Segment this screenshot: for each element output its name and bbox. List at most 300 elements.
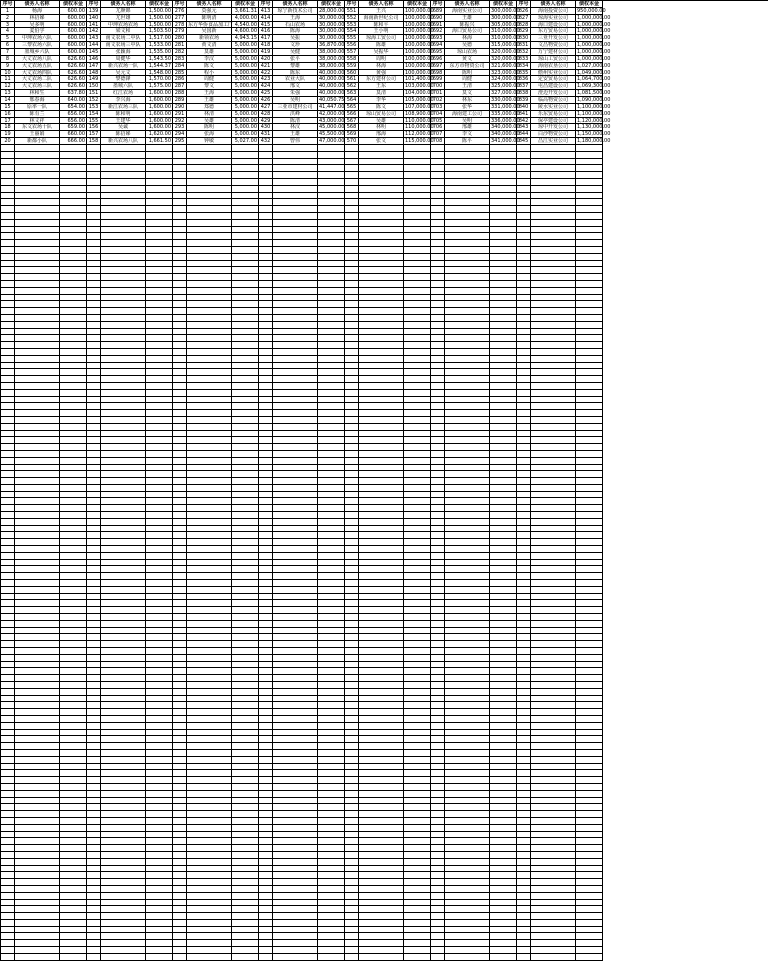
- table-row: [173, 172, 259, 179]
- table-row: [173, 614, 259, 621]
- cell-name: [445, 832, 490, 838]
- cell-name: [15, 342, 60, 348]
- cell-no: [259, 186, 273, 192]
- cell-no: [87, 940, 101, 946]
- cell-amount: 321,600.00: [491, 62, 520, 69]
- cell-amount: 4,000.00: [232, 15, 259, 21]
- cell-no: [345, 628, 359, 634]
- table-row: [345, 376, 431, 383]
- cell-no: [517, 743, 531, 749]
- cell-amount: [490, 247, 517, 253]
- table-row: [87, 784, 173, 791]
- cell-no: [517, 709, 531, 715]
- cell-name: [101, 281, 146, 287]
- table-row: [345, 682, 431, 689]
- cell-amount: [318, 308, 345, 314]
- cell-amount: 1,548.00: [146, 70, 173, 76]
- cell-no: [517, 342, 531, 348]
- table-row: [1, 424, 87, 431]
- cell-amount: [576, 709, 603, 715]
- cell-amount: [60, 546, 87, 552]
- cell-amount: [232, 478, 259, 484]
- cell-no: [345, 947, 359, 953]
- cell-amount: [146, 940, 173, 946]
- cell-no: [259, 906, 273, 912]
- cell-no: [259, 492, 273, 498]
- header-no: 序号: [259, 1, 273, 7]
- cell-name: [273, 560, 318, 566]
- table-row: [87, 485, 173, 492]
- cell-name: 莫文: [445, 90, 490, 96]
- cell-no: [345, 893, 359, 899]
- cell-name: [273, 940, 318, 946]
- cell-amount: [576, 376, 603, 382]
- cell-amount: [60, 893, 87, 899]
- cell-no: [431, 621, 445, 627]
- cell-no: [517, 913, 531, 919]
- cell-no: [173, 628, 187, 634]
- table-row: [517, 329, 603, 336]
- cell-no: [517, 335, 531, 341]
- cell-no: [345, 696, 359, 702]
- cell-amount: [318, 730, 345, 736]
- table-row: [345, 315, 431, 322]
- cell-no: [345, 179, 359, 185]
- cell-amount: [318, 172, 345, 178]
- cell-no: 146: [87, 56, 101, 62]
- table-row: [1, 363, 87, 370]
- cell-no: [87, 152, 101, 158]
- cell-amount: [576, 505, 603, 511]
- table-row: [87, 879, 173, 886]
- cell-amount: [576, 410, 603, 416]
- cell-name: 新兴农场八队: [101, 138, 146, 144]
- table-row: [1, 15, 87, 22]
- cell-amount: 626.60: [60, 76, 87, 82]
- cell-no: [345, 716, 359, 722]
- table-row: [1, 757, 87, 764]
- cell-no: 153: [87, 104, 101, 110]
- cell-no: [517, 628, 531, 634]
- cell-amount: [490, 152, 517, 158]
- cell-amount: [318, 798, 345, 804]
- cell-amount: 1,600.00: [146, 104, 173, 110]
- cell-no: [517, 315, 531, 321]
- cell-no: [173, 900, 187, 906]
- table-row: [345, 49, 434, 56]
- cell-amount: 4,600.00: [232, 28, 259, 34]
- cell-name: [101, 648, 146, 654]
- cell-name: [359, 539, 404, 545]
- table-row: [259, 648, 345, 655]
- cell-no: [173, 329, 187, 335]
- table-row: [517, 199, 603, 206]
- cell-amount: [404, 342, 431, 348]
- cell-name: [445, 791, 490, 797]
- cell-amount: [146, 193, 173, 199]
- cell-amount: [232, 247, 259, 253]
- table-row: [173, 818, 259, 825]
- cell-amount: 30,000.00: [319, 21, 345, 28]
- cell-amount: [318, 600, 345, 606]
- cell-name: [101, 512, 146, 518]
- cell-name: [273, 770, 318, 776]
- cell-no: [345, 879, 359, 885]
- cell-amount: [232, 580, 259, 586]
- cell-amount: [60, 519, 87, 525]
- cell-name: [15, 247, 60, 253]
- table-row: [345, 526, 431, 533]
- cell-name: [187, 702, 232, 708]
- cell-amount: [490, 600, 517, 606]
- cell-no: [517, 152, 531, 158]
- cell-no: [517, 662, 531, 668]
- table-row: [259, 131, 345, 138]
- cell-name: [101, 376, 146, 382]
- cell-no: [259, 546, 273, 552]
- cell-no: [517, 254, 531, 260]
- table-row: [517, 668, 603, 675]
- cell-no: [431, 165, 445, 171]
- cell-amount: [576, 451, 603, 457]
- cell-amount: [576, 227, 603, 233]
- cell-no: [1, 424, 15, 430]
- cell-no: [517, 451, 531, 457]
- cell-no: 568: [345, 124, 359, 130]
- cell-no: [173, 478, 187, 484]
- cell-no: 553: [345, 22, 359, 28]
- cell-amount: [60, 560, 87, 566]
- table-row: [1, 505, 87, 512]
- table-row: [259, 403, 345, 410]
- cell-amount: [318, 668, 345, 674]
- table-row: [259, 825, 345, 832]
- cell-name: [273, 206, 318, 212]
- table-row: [1, 254, 87, 261]
- cell-no: [345, 363, 359, 369]
- cell-no: [431, 431, 445, 437]
- table-row: [431, 424, 517, 431]
- table-row: [1, 954, 87, 961]
- cell-no: [173, 587, 187, 593]
- cell-no: [259, 560, 273, 566]
- table-row: [87, 213, 173, 220]
- cell-amount: [318, 376, 345, 382]
- cell-no: 158: [87, 138, 101, 144]
- cell-name: 曾伟: [273, 138, 318, 144]
- cell-amount: [318, 621, 345, 627]
- cell-no: [517, 655, 531, 661]
- table-row: [345, 397, 431, 404]
- cell-no: [517, 247, 531, 253]
- cell-no: [259, 594, 273, 600]
- cell-no: [87, 465, 101, 471]
- cell-no: 148: [87, 70, 101, 76]
- cell-name: [187, 261, 232, 267]
- table-row: [431, 818, 517, 825]
- cell-name: [273, 288, 318, 294]
- cell-amount: [60, 573, 87, 579]
- cell-no: [173, 614, 187, 620]
- table-row: [345, 920, 431, 927]
- cell-amount: [404, 811, 431, 817]
- cell-no: [87, 227, 101, 233]
- cell-amount: 104,000.00: [405, 90, 434, 97]
- cell-amount: [60, 662, 87, 668]
- cell-no: [259, 512, 273, 518]
- cell-name: [359, 492, 404, 498]
- cell-name: [531, 329, 576, 335]
- cell-no: [259, 607, 273, 613]
- cell-no: [1, 451, 15, 457]
- cell-amount: [404, 356, 431, 362]
- cell-name: [101, 852, 146, 858]
- cell-no: [345, 825, 359, 831]
- cell-amount: [232, 682, 259, 688]
- cell-name: [273, 838, 318, 844]
- cell-no: [87, 845, 101, 851]
- cell-no: [1, 723, 15, 729]
- cell-name: [531, 838, 576, 844]
- cell-name: [187, 784, 232, 790]
- cell-name: [273, 723, 318, 729]
- cell-no: 16: [1, 111, 15, 117]
- table-row: [173, 199, 259, 206]
- cell-amount: [60, 145, 87, 151]
- cell-no: 552: [345, 15, 359, 21]
- cell-no: 424: [259, 83, 273, 89]
- cell-amount: [146, 213, 173, 219]
- cell-amount: [404, 288, 431, 294]
- cell-name: [101, 526, 146, 532]
- cell-no: [87, 349, 101, 355]
- cell-amount: 1,600.00: [146, 90, 173, 96]
- cell-no: [87, 403, 101, 409]
- cell-amount: [318, 356, 345, 362]
- cell-amount: [232, 594, 259, 600]
- cell-name: [273, 492, 318, 498]
- cell-amount: [318, 532, 345, 538]
- table-row: [259, 397, 345, 404]
- cell-name: [445, 866, 490, 872]
- table-row: [1, 213, 87, 220]
- cell-no: [431, 240, 445, 246]
- cell-amount: 600.00: [60, 49, 87, 55]
- cell-no: [259, 199, 273, 205]
- cell-amount: 1,000,000.00: [577, 42, 611, 49]
- table-row: [431, 689, 517, 696]
- table-row: [431, 906, 517, 913]
- cell-name: 王建华: [101, 118, 146, 124]
- cell-name: [273, 199, 318, 205]
- cell-name: [359, 403, 404, 409]
- cell-no: [431, 519, 445, 525]
- cell-name: 张颖海: [101, 49, 146, 55]
- cell-name: [273, 410, 318, 416]
- table-row: [1, 356, 87, 363]
- cell-amount: 100,000.00: [405, 62, 434, 69]
- cell-no: [431, 594, 445, 600]
- cell-name: [359, 804, 404, 810]
- cell-amount: [60, 261, 87, 267]
- cell-no: [173, 784, 187, 790]
- table-row: [431, 750, 517, 757]
- table-row: [517, 600, 603, 607]
- table-row: [431, 798, 517, 805]
- table-row: [259, 254, 345, 261]
- cell-no: [517, 431, 531, 437]
- cell-no: [431, 566, 445, 572]
- cell-amount: [232, 641, 259, 647]
- cell-no: 284: [173, 63, 187, 69]
- table-row: [259, 512, 345, 519]
- table-row: [259, 424, 345, 431]
- cell-amount: [318, 254, 345, 260]
- table-row: [517, 655, 603, 662]
- cell-no: [345, 641, 359, 647]
- cell-name: [273, 471, 318, 477]
- cell-no: [517, 879, 531, 885]
- cell-amount: [404, 390, 431, 396]
- cell-name: [531, 288, 576, 294]
- cell-amount: [232, 193, 259, 199]
- cell-no: [1, 641, 15, 647]
- cell-no: [87, 757, 101, 763]
- cell-no: [87, 417, 101, 423]
- cell-amount: [576, 220, 603, 226]
- table-block: [87, 1, 173, 961]
- cell-amount: [490, 906, 517, 912]
- cell-name: [273, 220, 318, 226]
- table-row: [87, 838, 173, 845]
- cell-name: [15, 648, 60, 654]
- cell-amount: 340,000.00: [491, 131, 520, 138]
- cell-no: [1, 900, 15, 906]
- cell-no: [87, 329, 101, 335]
- cell-name: [187, 308, 232, 314]
- cell-no: [259, 301, 273, 307]
- cell-name: [187, 431, 232, 437]
- table-row: [173, 437, 259, 444]
- table-row: [517, 512, 603, 519]
- table-row: [1, 383, 87, 390]
- table-row: [259, 193, 345, 200]
- cell-name: [359, 777, 404, 783]
- cell-amount: [576, 553, 603, 559]
- cell-amount: [232, 519, 259, 525]
- cell-name: [101, 437, 146, 443]
- table-row: [431, 702, 517, 709]
- table-row: [259, 702, 345, 709]
- cell-name: [15, 526, 60, 532]
- cell-name: [15, 594, 60, 600]
- cell-amount: [60, 315, 87, 321]
- cell-name: [445, 716, 490, 722]
- cell-name: [101, 872, 146, 878]
- cell-name: [187, 403, 232, 409]
- table-row: [1, 322, 87, 329]
- header-name: 债务人名称: [15, 1, 60, 7]
- cell-no: [259, 363, 273, 369]
- cell-amount: [318, 818, 345, 824]
- table-row: [517, 437, 603, 444]
- cell-no: [259, 709, 273, 715]
- table-row: [87, 723, 173, 730]
- cell-amount: [490, 832, 517, 838]
- table-row: [1, 56, 87, 63]
- cell-amount: [576, 798, 603, 804]
- cell-no: [431, 498, 445, 504]
- cell-no: [517, 553, 531, 559]
- table-row: [517, 458, 603, 465]
- table-row: [87, 172, 173, 179]
- cell-name: [531, 199, 576, 205]
- cell-amount: [232, 566, 259, 572]
- cell-name: [101, 811, 146, 817]
- table-row: [517, 811, 603, 818]
- table-row: [431, 804, 517, 811]
- cell-name: [273, 308, 318, 314]
- table-row: [87, 165, 173, 172]
- cell-amount: [146, 723, 173, 729]
- cell-name: [445, 356, 490, 362]
- table-row: [431, 301, 517, 308]
- cell-amount: [146, 628, 173, 634]
- cell-amount: [318, 424, 345, 430]
- table-row: [87, 417, 173, 424]
- cell-no: [517, 193, 531, 199]
- cell-amount: 5,000.00: [232, 56, 259, 62]
- cell-amount: [318, 947, 345, 953]
- cell-name: [445, 172, 490, 178]
- cell-no: [517, 199, 531, 205]
- cell-name: [101, 465, 146, 471]
- cell-amount: [490, 621, 517, 627]
- cell-name: [273, 363, 318, 369]
- table-row: [1, 702, 87, 709]
- cell-amount: [404, 784, 431, 790]
- cell-name: [531, 866, 576, 872]
- cell-amount: 666.00: [60, 138, 87, 144]
- table-row: [345, 206, 431, 213]
- table-row: [259, 274, 345, 281]
- cell-no: [517, 220, 531, 226]
- table-row: [1, 247, 87, 254]
- cell-name: [15, 879, 60, 885]
- cell-name: [273, 641, 318, 647]
- table-row: [517, 927, 603, 934]
- cell-name: [531, 322, 576, 328]
- cell-amount: 1,600.00: [146, 124, 173, 130]
- cell-no: [517, 900, 531, 906]
- cell-amount: 1,575.00: [146, 83, 173, 89]
- cell-amount: [576, 403, 603, 409]
- cell-amount: [490, 852, 517, 858]
- cell-amount: [318, 410, 345, 416]
- cell-amount: 110,000.00: [405, 124, 434, 131]
- cell-amount: [146, 152, 173, 158]
- table-row: [517, 804, 603, 811]
- table-row: [87, 49, 173, 56]
- cell-amount: [404, 777, 431, 783]
- cell-name: [187, 390, 232, 396]
- cell-amount: [318, 682, 345, 688]
- table-row: [345, 560, 431, 567]
- table-row: [87, 614, 173, 621]
- table-row: [431, 458, 517, 465]
- table-row: [173, 600, 259, 607]
- cell-amount: [490, 403, 517, 409]
